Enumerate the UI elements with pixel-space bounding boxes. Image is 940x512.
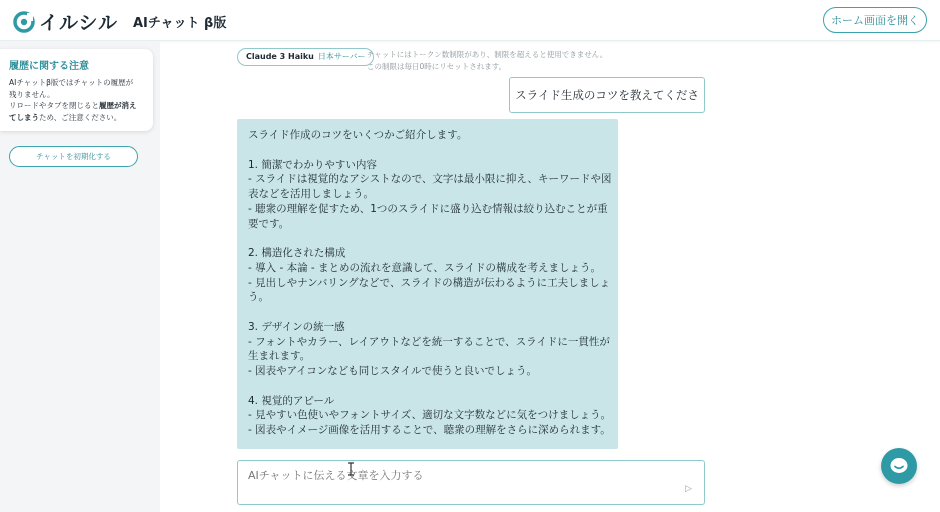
notice-text: リロードやタブを閉じると [9,101,99,110]
model-selector[interactable] [237,48,374,66]
assistant-line: - 図表やアイコンなども同じスタイルで使うと良いでしょう。 [248,365,538,377]
support-chat-button[interactable] [881,448,917,484]
assistant-line: 要です。 [248,217,290,230]
assistant-line: 3. デザインの統一感 [248,320,345,333]
limit-note-line: この制限は毎日0時にリセットされます。 [367,61,507,71]
assistant-line [248,143,608,158]
assistant-line [248,305,608,320]
assistant-line: 表などを活用しましょう。 [248,188,374,200]
notice-line: 残りません。 [9,89,55,99]
chat-bubble-icon [889,457,909,475]
app-title: AIチャット β版 [133,16,227,31]
model-name: Claude 3 Haiku [246,52,314,61]
assistant-line: 生まれます。 [248,350,311,363]
assistant-line: - フォントやカラー、レイアウトなどを統一することで、スライドに一貫性が [248,335,610,348]
reset-chat-button[interactable]: チャットを初期化する [9,146,138,167]
notice-line [9,100,145,112]
assistant-line: スライド作成のコツをいくつかご紹介します。 [248,129,468,141]
assistant-line: - 図表やイメージ画像を活用することで、聴衆の理解をさらに深められます。 [248,424,611,436]
logo[interactable] [13,8,118,35]
notice-line [9,112,145,124]
limit-note-line: チャットにはトークン数制限があり、制限を超えると使用できません。 [367,50,608,59]
assistant-line: - 見出しやナンバリングなどで、スライドの構造が伝わるように工夫しましょ [248,276,611,289]
assistant-line [248,379,608,394]
notice-title: 履歴に関する注意 [9,61,89,72]
notice-line: AIチャットβ版ではチャットの履歴が [9,78,134,87]
model-region: 日本サーバー [317,52,366,61]
chat-input[interactable] [237,460,705,505]
assistant-line: 2. 構造化された構成 [248,247,346,259]
assistant-message [237,119,618,449]
assistant-line: 1. 簡潔でわかりやすい内容 [248,158,377,171]
logo-text: イルシル [39,12,119,34]
notice-body [9,77,145,123]
notice-emphasis: てしまう [9,112,39,122]
assistant-line: - スライドは視覚的なアシストなので、文字は最小限に抑え、キーワードや図 [248,173,612,186]
assistant-line: う。 [248,291,269,304]
notice-text: ため、ご注意ください。 [39,112,122,122]
assistant-line: - 導入 - 本論 - まとめの流れを意識して、スライドの構成を考えましょう。 [248,261,602,274]
token-limit-note [367,49,607,72]
assistant-line [248,231,608,246]
sidebar [0,41,160,512]
notice-emphasis: 履歴が消え [99,101,137,110]
top-header [0,0,940,41]
text-cursor-icon [347,462,355,476]
assistant-line: 4. 視覚的アピール [248,394,335,407]
user-message: スライド生成のコツを教えてくださ [509,77,705,113]
assistant-line: - 聴衆の理解を促すため、1つのスライドに盛り込む情報は絞り込むことが重 [248,202,608,215]
history-notice-card [0,49,153,131]
assistant-line: - 見やすい色使いやフォントサイズ、適切な文字数などに気をつけましょう。 [248,409,612,422]
illusil-logo-icon [13,11,35,33]
send-icon[interactable]: ▷ [685,484,692,494]
open-home-button[interactable]: ホーム画面を開く [823,7,927,33]
